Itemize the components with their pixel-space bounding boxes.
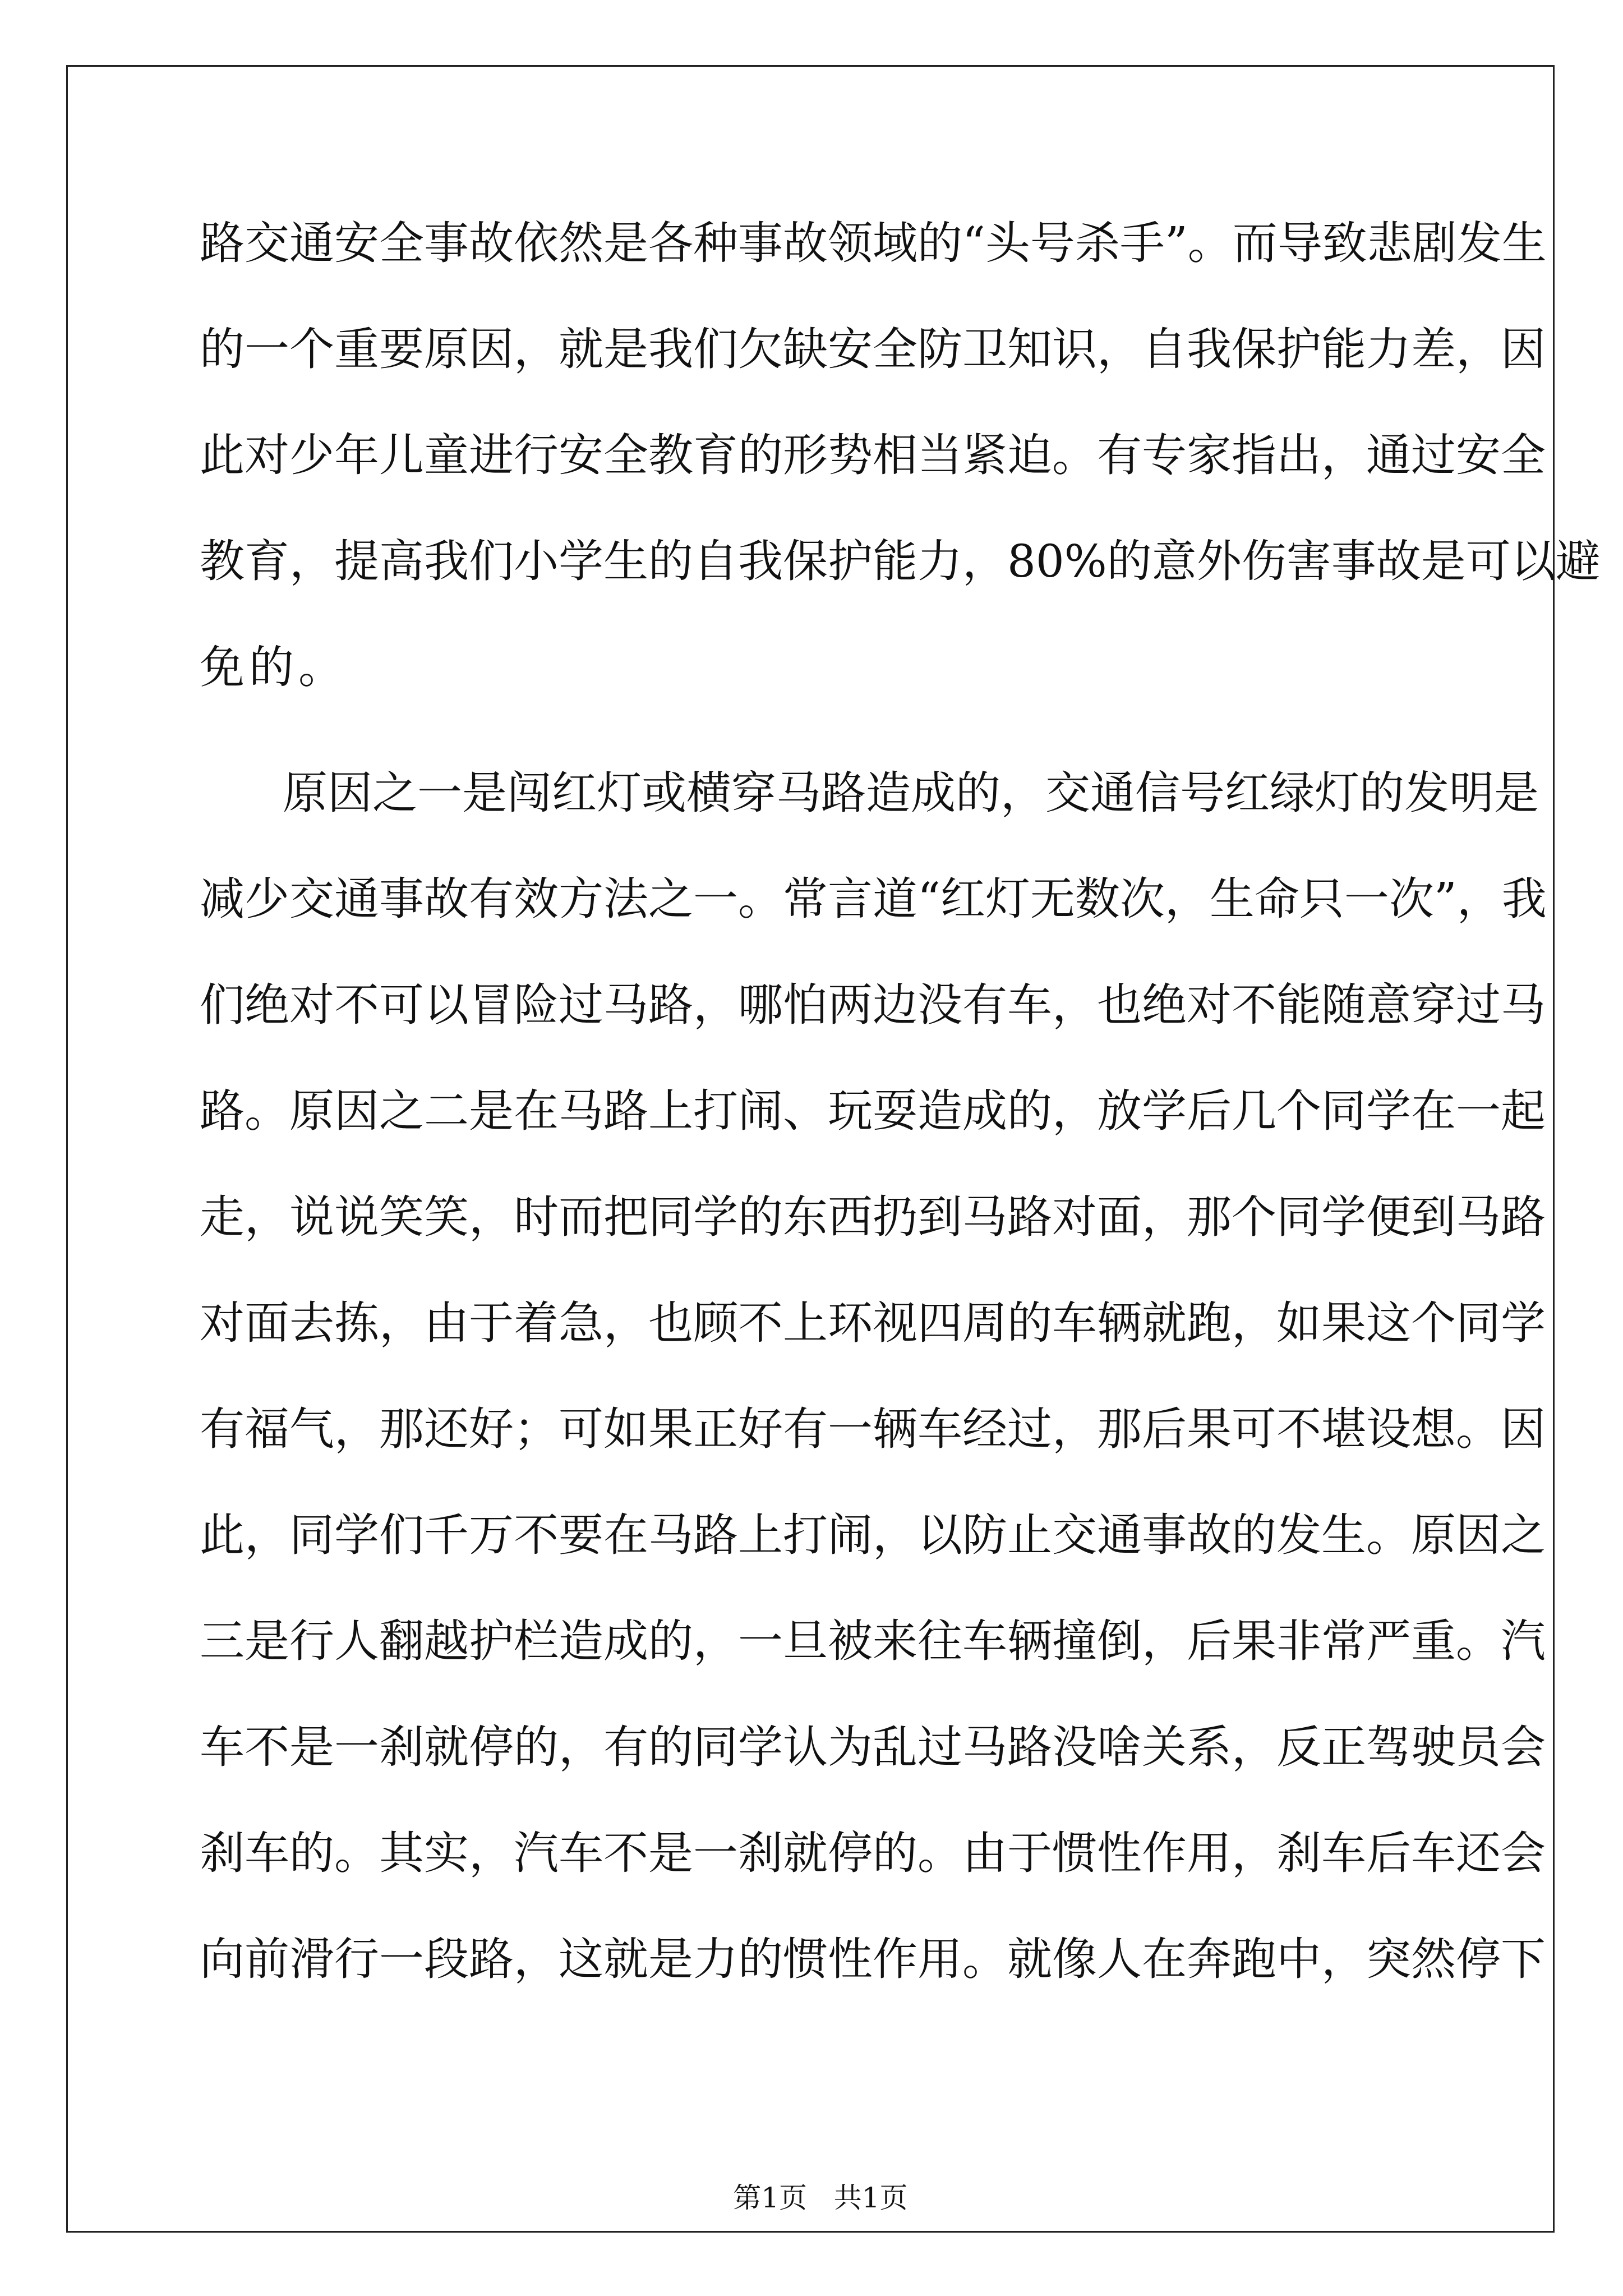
text-line-indented: 原因之一是闯红灯或横穿马路造成的，交通信号红绿灯的发明是 xyxy=(283,767,1539,819)
text-line: 路交通安全事故依然是各种事故领域的“头号杀手”。而导致悲剧发生 xyxy=(200,217,1547,269)
document-body xyxy=(200,210,1601,2032)
text-line: 的一个重要原因，就是我们欠缺安全防卫知识，自我保护能力差，因 xyxy=(200,323,1546,375)
text-line: 有福气，那还好；可如果正好有一辆车经过，那后果可不堪设想。因 xyxy=(200,1403,1546,1455)
text-line: 教育，提高我们小学生的自我保护能力，80%的意外伤害事故是可以避 xyxy=(200,535,1601,587)
text-line: 路。原因之二是在马路上打闹、玩耍造成的，放学后几个同学在一起 xyxy=(200,1085,1546,1137)
text-line: 三是行人翻越护栏造成的，一旦被来往车辆撞倒，后果非常严重。汽 xyxy=(200,1615,1546,1667)
text-line: 刹车的。其实，汽车不是一刹就停的。由于惯性作用，刹车后车还会 xyxy=(200,1827,1546,1879)
text-line: 对面去拣，由于着急，也顾不上环视四周的车辆就跑，如果这个同学 xyxy=(200,1297,1546,1349)
text-line: 此对少年儿童进行安全教育的形势相当紧迫。有专家指出，通过安全 xyxy=(200,429,1546,481)
page-footer xyxy=(0,2147,1623,2215)
page-number: 第1页 共1页 xyxy=(733,2182,908,2214)
text-line: 减少交通事故有效方法之一。常言道“红灯无数次，生命只一次”，我 xyxy=(200,873,1547,925)
text-line: 免的。 xyxy=(200,641,348,693)
text-line: 此，同学们千万不要在马路上打闹，以防止交通事故的发生。原因之 xyxy=(200,1509,1546,1561)
text-line: 走，说说笑笑，时而把同学的东西扔到马路对面，那个同学便到马路 xyxy=(200,1191,1546,1243)
text-line: 向前滑行一段路，这就是力的惯性作用。就像人在奔跑中，突然停下 xyxy=(200,1933,1546,1985)
text-line: 们绝对不可以冒险过马路，哪怕两边没有车，也绝对不能随意穿过马 xyxy=(200,979,1546,1031)
text-line: 车不是一刹就停的，有的同学认为乱过马路没啥关系，反正驾驶员会 xyxy=(200,1721,1546,1773)
